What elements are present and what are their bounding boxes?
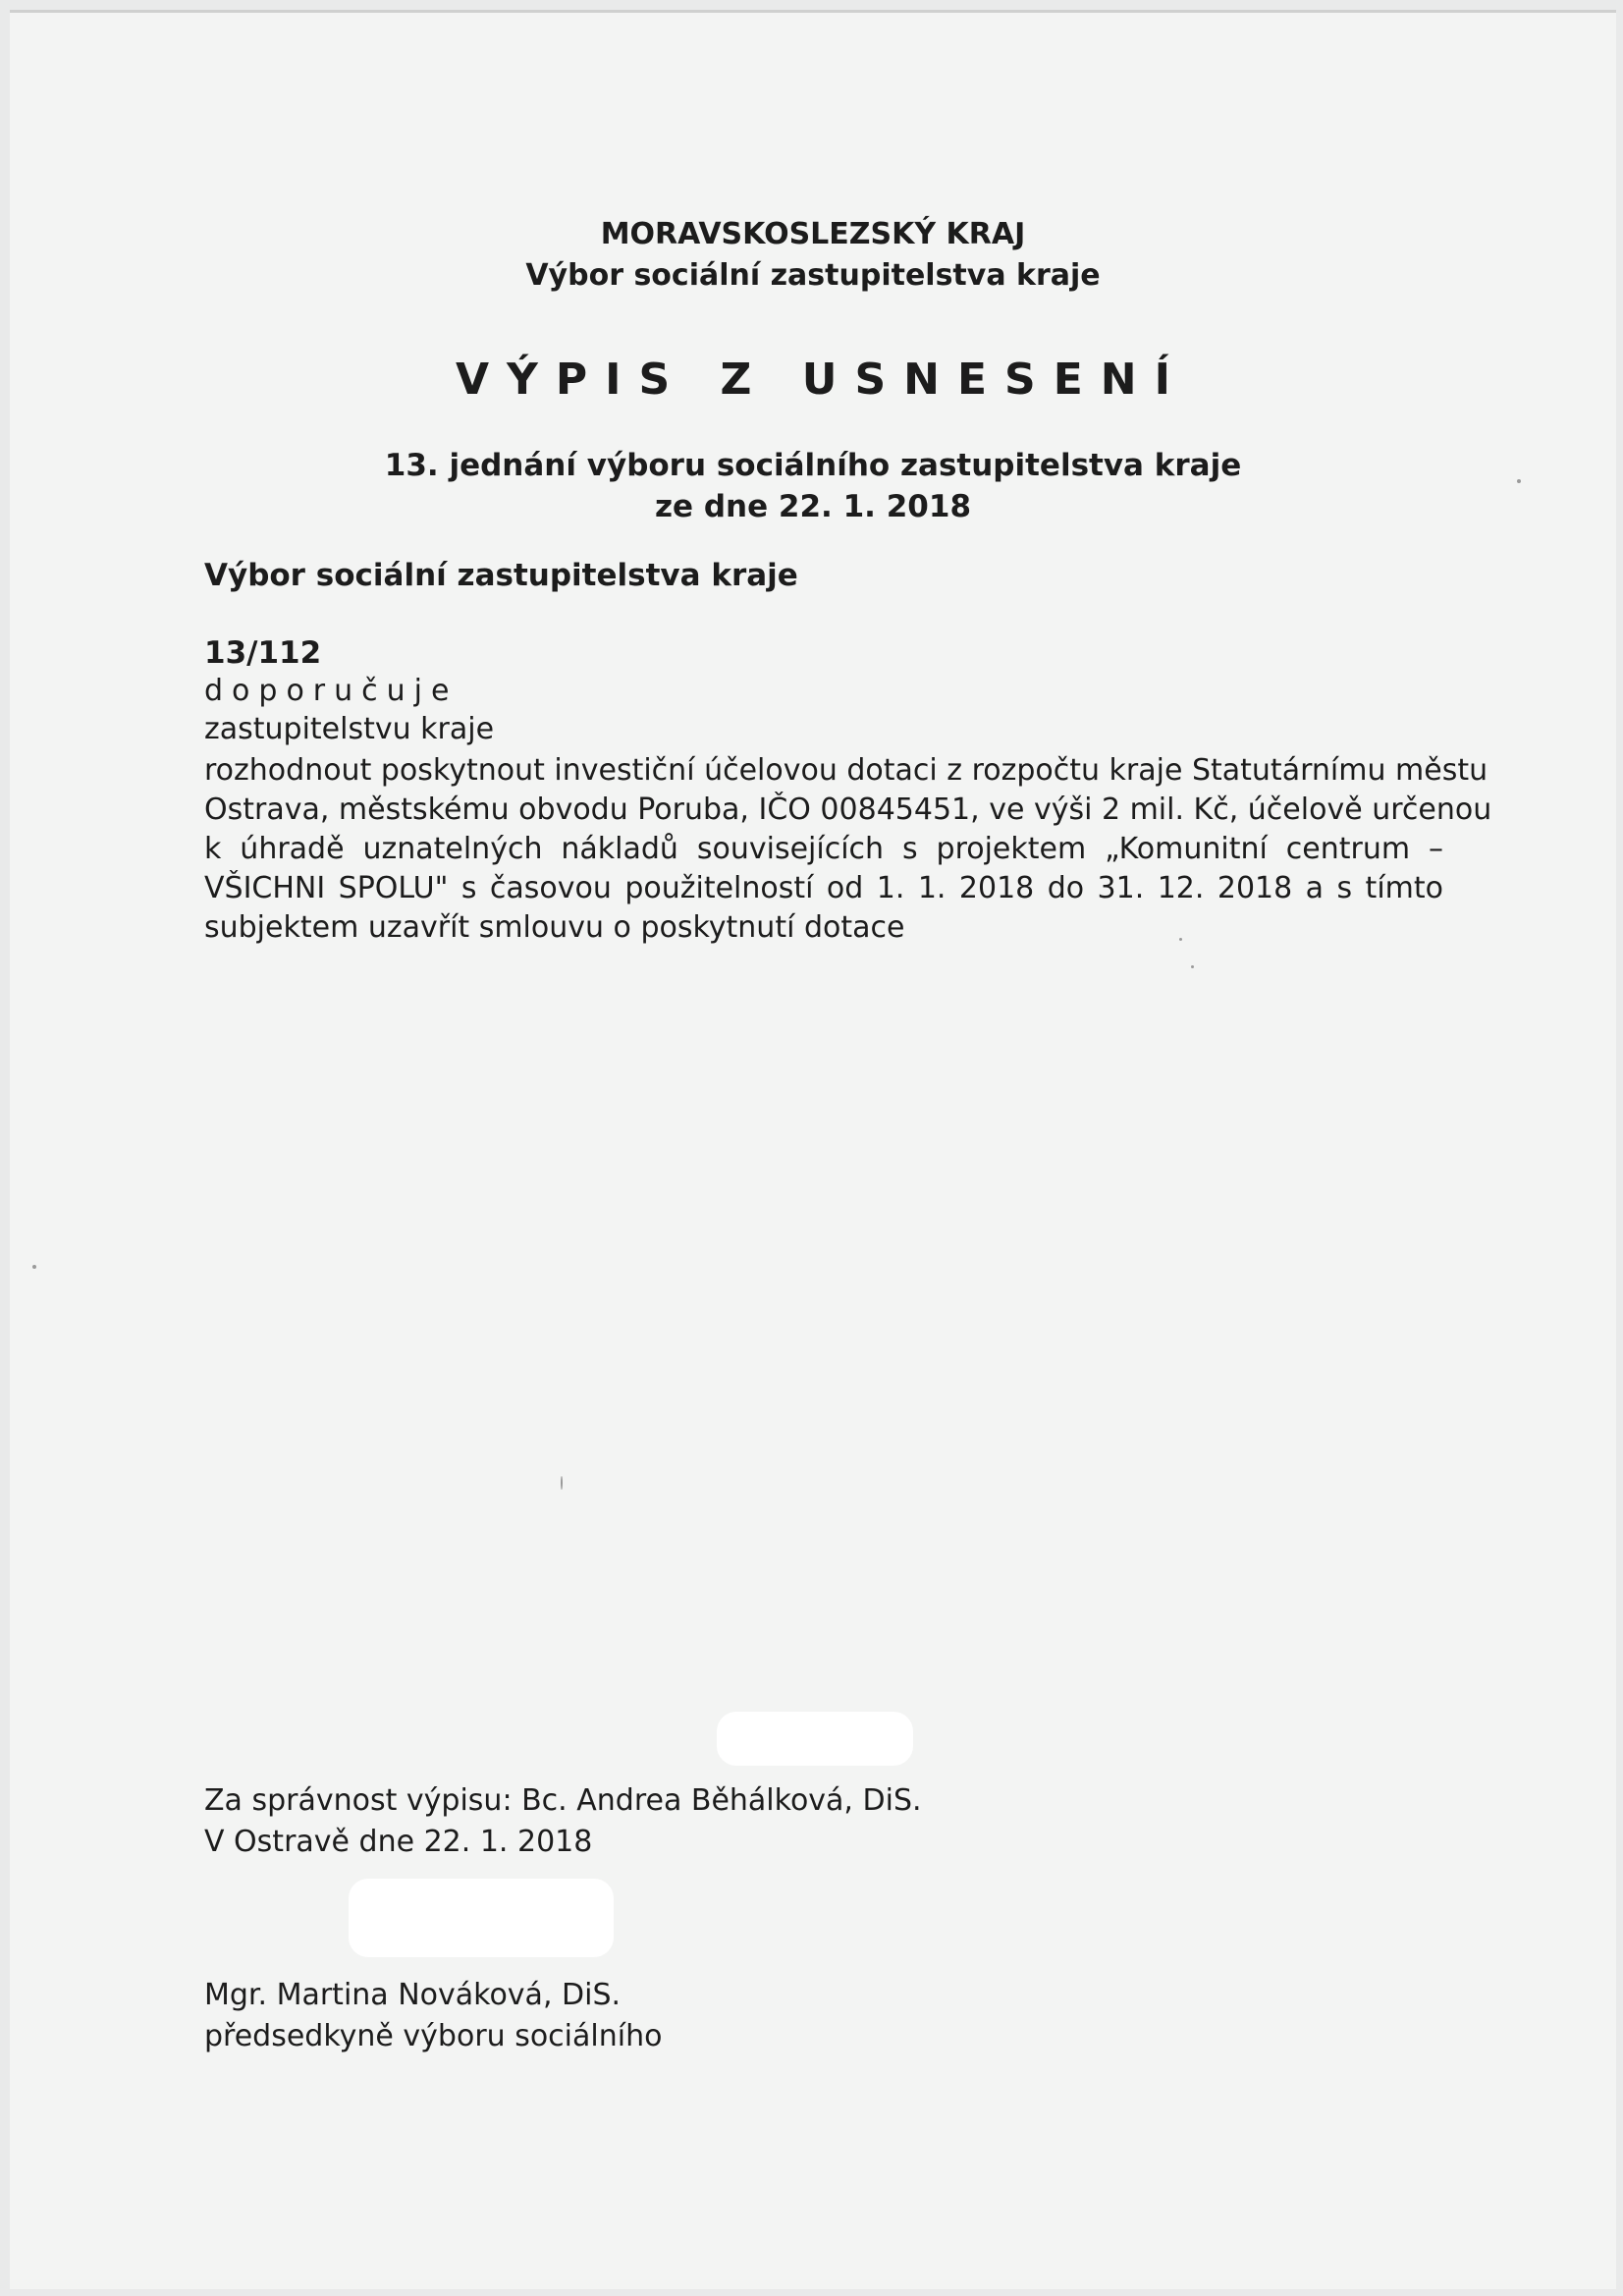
- resolution-line: VŠICHNI SPOLU" s časovou použitelností od 1. 1. 2018 do 31. 12. 2018 a s tímto: [204, 871, 1443, 905]
- resolution-line: subjektem uzavřít smlouvu o poskytnutí dotace: [204, 910, 905, 945]
- document-title: VÝPIS Z USNESENÍ: [455, 355, 1188, 405]
- redacted-signature: [717, 1712, 913, 1766]
- resolution-addressee: zastupitelstvu kraje: [204, 712, 495, 746]
- scan-speck: [1191, 965, 1194, 968]
- signatory-role: předsedkyně výboru sociálního: [204, 2019, 663, 2053]
- resolution-text: [204, 751, 1492, 948]
- resolution-number: 13/112: [204, 635, 322, 671]
- meeting-info: [10, 445, 1616, 527]
- signatory: [204, 1975, 662, 2057]
- scan-speck: [1179, 938, 1182, 941]
- region-name: MORAVSKOSLEZSKÝ KRAJ: [600, 217, 1026, 251]
- section-heading: Výbor sociální zastupitelstva kraje: [204, 558, 798, 593]
- resolution-line: Ostrava, městskému obvodu Poruba, IČO 00845451, ve výši 2 mil. Kč, účelově určenou: [204, 793, 1492, 827]
- resolution-line: k úhradě uznatelných nákladů souvisejících s projektem „Komunitní centrum –: [204, 832, 1443, 866]
- signatory-name: Mgr. Martina Nováková, DiS.: [204, 1978, 622, 2012]
- resolution-line: rozhodnout poskytnout investiční účelovou dotaci z rozpočtu kraje Statutárnímu městu: [204, 753, 1488, 788]
- certification-place-date: V Ostravě dne 22. 1. 2018: [204, 1825, 593, 1859]
- redacted-signature: [349, 1879, 614, 1957]
- resolution-verb: doporučuje: [204, 674, 459, 708]
- meeting-number: 13. jednání výboru sociálního zastupitelstva kraje: [384, 448, 1242, 483]
- scan-speck: [32, 1265, 36, 1269]
- committee-name: Výbor sociální zastupitelstva kraje: [525, 258, 1101, 293]
- document-header: [10, 214, 1616, 297]
- document-page: [10, 10, 1616, 2289]
- scan-speck: [1517, 479, 1521, 483]
- certified-by: Za správnost výpisu: Bc. Andrea Běhálková, DiS.: [204, 1783, 922, 1818]
- scan-speck: [561, 1476, 563, 1490]
- meeting-date: ze dne 22. 1. 2018: [654, 489, 972, 524]
- certification: [204, 1780, 922, 1863]
